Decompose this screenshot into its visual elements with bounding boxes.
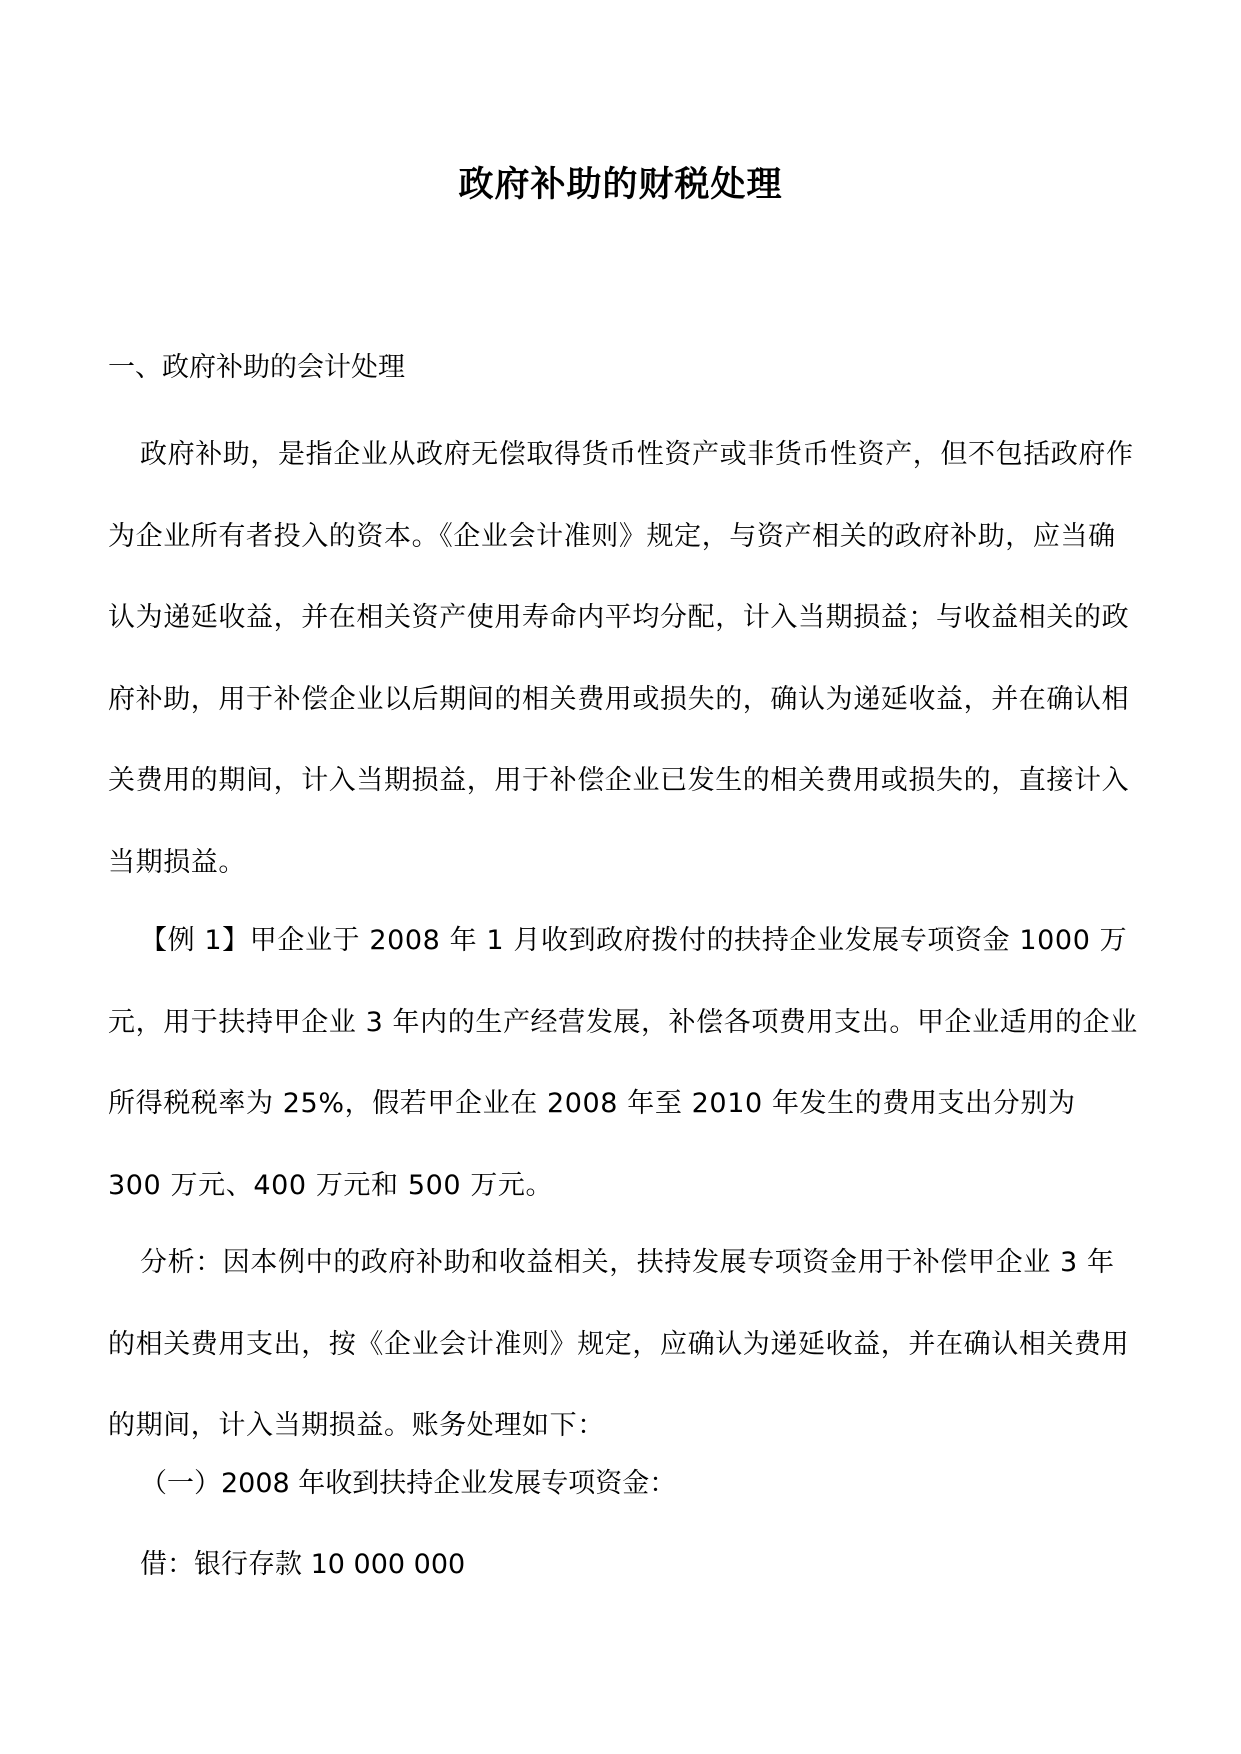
document-title: 政府补助的财税处理 [458,164,783,205]
paragraph-analysis: 分析：因本例中的政府补助和收益相关，扶持发展专项资金用于补偿甲企业 3 年的相关费用支出，按《企业会计准则》规定，应确认为递延收益，并在确认相关费用的期间，计入当期损益。账务处理如下： [108,1247,1130,1441]
journal-entry-debit: 借：银行存款 10 000 000 [140,1549,466,1580]
section-heading: 一、政府补助的会计处理 [108,352,405,383]
paragraph-definition: 政府补助，是指企业从政府无偿取得货币性资产或非货币性资产，但不包括政府作为企业所有者投入的资本。《企业会计准则》规定，与资产相关的政府补助，应当确认为递延收益，并在相关资产使用寿命内平均分配，计入当期损益；与收益相关的政府补助，用于补偿企业以后期间的相关费用或损失的，确认为递延收益，并在确认相关费用的期间，计入当期损益，用于补偿企业已发生的相关费用或损失的，直接计入当期损益。 [108,439,1134,878]
paragraph-example-1: 【例 1】甲企业于 2008 年 1 月收到政府拨付的扶持企业发展专项资金 1000 万元，用于扶持甲企业 3 年内的生产经营发展，补偿各项费用支出。甲企业适用的企业所得税税率为 25%，假若甲企业在 2008 年至 2010 年发生的费用支出分别为 300 万元、400 万元和 500 万元。 [108,925,1138,1201]
entry-heading: （一）2008 年收到扶持企业发展专项资金： [140,1468,677,1499]
